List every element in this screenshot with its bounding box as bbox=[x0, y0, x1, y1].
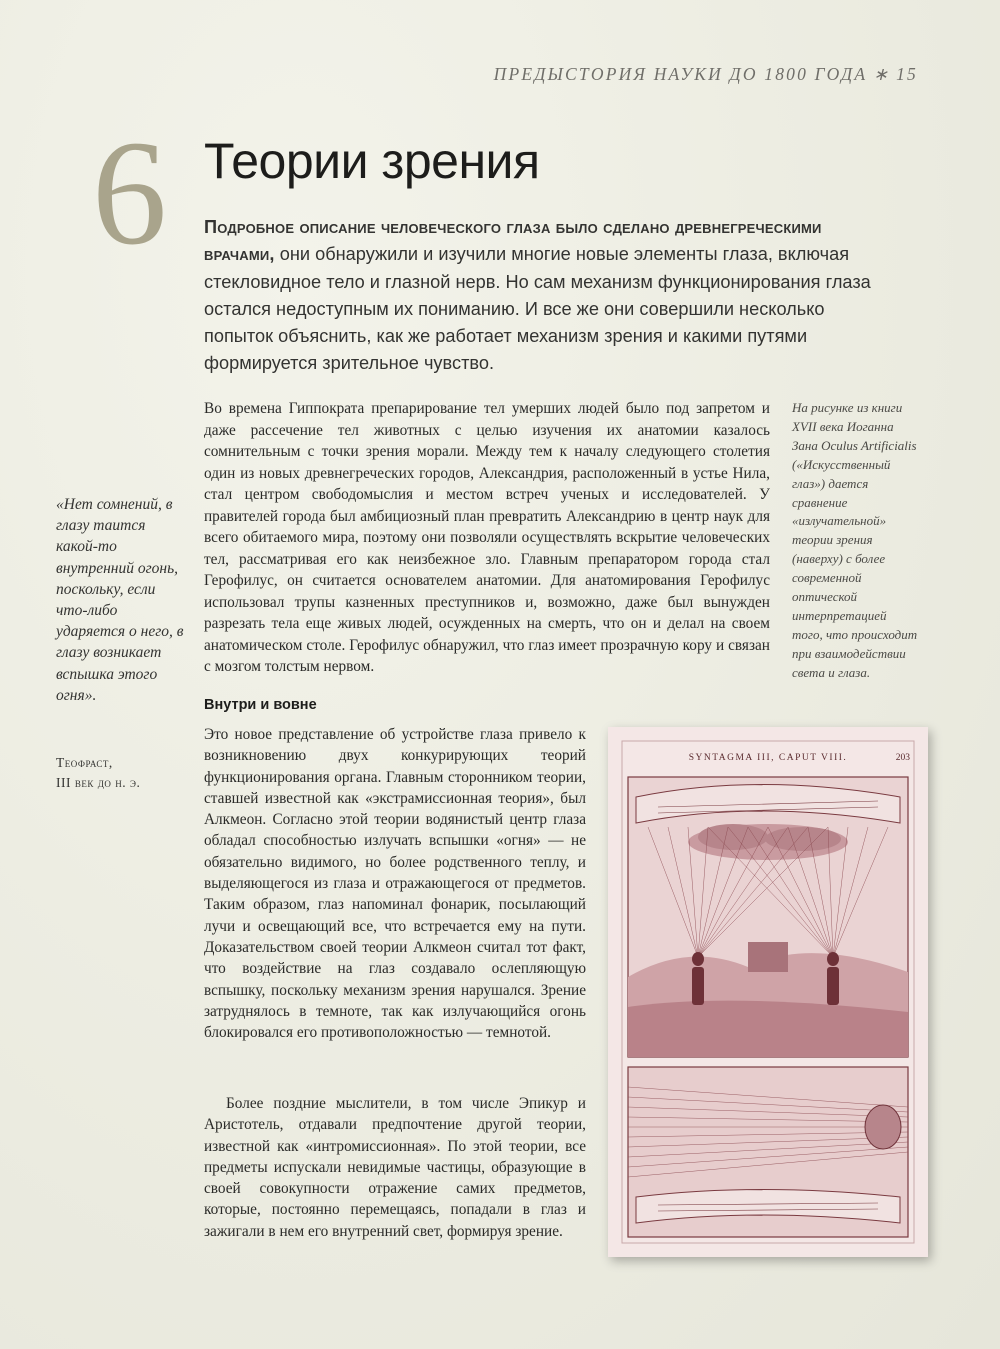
quote-era: III век до н. э. bbox=[56, 775, 141, 790]
running-head bbox=[494, 64, 918, 85]
quote-author: Теофраст, bbox=[56, 755, 113, 770]
page-number: 15 bbox=[896, 64, 918, 84]
body-paragraph-3: Более поздние мыслители, в том числе Эпикур и Аристотель, отдавали предпочтение другой теории, известной как «интромиссионная». По этой теории, все предметы испускали невидимые частицы, образующие в своей совокупности отражение самих предметов, которые, постоянно перемещаясь, попадали в глаз и зажигали в нем его внутренний свет, формируя зрение. bbox=[204, 1095, 586, 1240]
quote-attribution bbox=[56, 753, 196, 793]
body-paragraph-2: Это новое представление об устройстве глаза привело к возникновению двух конкурирующих теорий функционирования органа. Главным сторонником теории, ставшей известной как «экстрамиссионная теория», был Алкмеон. Согласно этой теории водянистый центр глаза обладал способностью излучать вспышки «огня» — не обязательно видимого, но более родственного теплу, и выделяющегося из глаза и отражающегося от предметов. Таким образом, глаз напоминал фонарик, посылающий лучи и освещающий все, что встречается ему на пути. Доказательством своей теории Алкмеон считал тот факт, что воздействие на глаз создавало ослепляющую вспышку, поскольку механизм зрения нарушался. Зрение затруднялось в темноте, так как излучающийся огонь блокировался его противоположностью — темнотой. bbox=[204, 726, 586, 1042]
figure-sidebar-caption: На рисунке из книги XVII века Иоганна Зана Oculus Artificialis («Искусственный глаз») дается сравнение «излучательной» теории зрения (наверху) с более современной оптической интерпретацией того, что происходит при взаимодействии света и глаза. bbox=[792, 400, 918, 680]
engraving-plate-heading: SYNTAGMA III, CAPUT VIII. bbox=[688, 753, 848, 763]
body-paragraph-1: Во времена Гиппократа препарирование тел умерших людей было под запретом и даже рассечение тел животных с целью изучения их анатомии казалось сомнительным с точки зрения морали. Между тем к началу следующего столетия один из новых древнегреческих городов, Александрия, расположенный в устье Нила, стал центром свободомыслия и местом встреч ученых и исследователей. У правителей города был амбициозный план превратить Александрию в центр наук для всего обитаемого мира, поэтому они позволяли осуществлять вскрытие человеческих тел, рассматривая его как неизбежное зло. Главным препаратором города стал Герофилус, он считается основателем анатомии. Для анатомирования Герофилус использовал трупы казненных преступников и, возможно, даже был вынужден разрезать тела еще живых людей, осужденных на смерть, что он и делал на своем анатомическом столе. Герофилус обнаружил, что глаз имеет прозрачную кору и связан с мозгом толстым нервом. bbox=[204, 400, 770, 675]
running-head-separator: ∗ bbox=[873, 64, 891, 84]
engraving-figure bbox=[608, 727, 928, 1257]
pull-quote: «Нет сомнений, в глазу таится какой-то внутренний огонь, поскольку, если что-либо ударяется о него, в глазу возникает вспышка этого огня». bbox=[56, 496, 184, 704]
chapter-number: 6 bbox=[92, 110, 167, 276]
lead-rest: они обнаружили и изучили многие новые элементы глаза, включая стекловидное тело и глазной нерв. Но сам механизм функционирования глаза остался недоступным их пониманию. И все же они совершили несколько попыток объяснить, как же работает механизм зрения и какими путями формируется зрительное чувство. bbox=[204, 244, 871, 374]
engraving-illustration bbox=[608, 727, 928, 1257]
lead-emphasis: Подробное описание человеческого глаза было сделано древнегреческими врачами, bbox=[204, 217, 822, 265]
engraving-plate-page: 203 bbox=[895, 753, 910, 763]
section-subheading: Внутри и вовне bbox=[204, 697, 317, 713]
chapter-title: Теории зрения bbox=[204, 133, 540, 189]
running-title: ПРЕДЫСТОРИЯ НАУКИ ДО 1800 ГОДА bbox=[493, 64, 868, 84]
lead-paragraph bbox=[204, 214, 884, 378]
